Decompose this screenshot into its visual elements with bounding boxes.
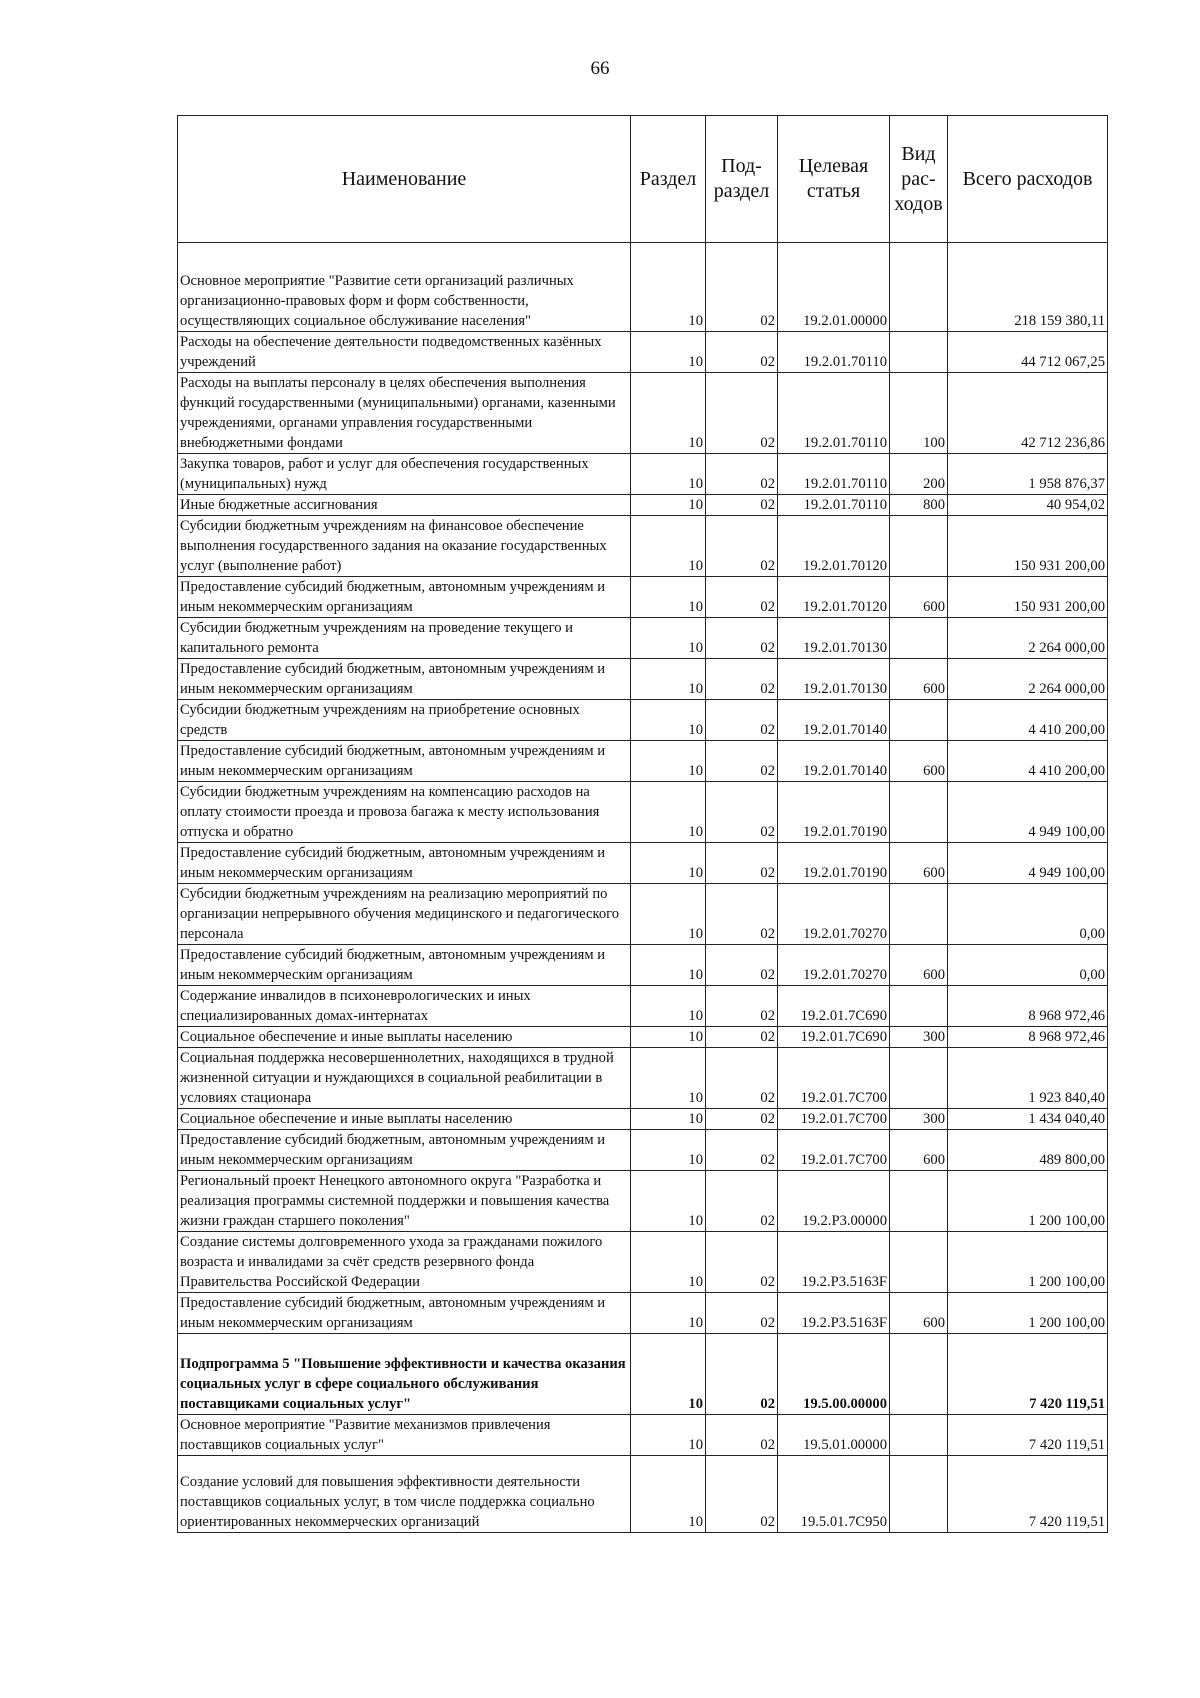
row-total: 1 434 040,40: [948, 1109, 1108, 1130]
table-row: [178, 986, 1108, 1027]
row-subsection: 02: [706, 1048, 778, 1109]
row-name: Субсидии бюджетным учреждениям на компенсацию расходов на оплату стоимости проезда и провоза багажа к месту использования отпуска и обратно: [178, 782, 631, 843]
row-expense-type: [890, 700, 948, 741]
row-total: 4 949 100,00: [948, 843, 1108, 884]
row-name: Подпрограмма 5 "Повышение эффективности и качества оказания социальных услуг в сфере социального обслуживания поставщиками социальных услуг": [178, 1334, 631, 1415]
row-total: 4 410 200,00: [948, 700, 1108, 741]
row-total: 7 420 119,51: [948, 1415, 1108, 1456]
table-row: [178, 516, 1108, 577]
table-row: [178, 618, 1108, 659]
row-total: 1 923 840,40: [948, 1048, 1108, 1109]
row-total: 8 968 972,46: [948, 986, 1108, 1027]
row-expense-type: 800: [890, 495, 948, 516]
row-subsection: 02: [706, 843, 778, 884]
table-row: [178, 1027, 1108, 1048]
row-section: 10: [631, 1048, 706, 1109]
row-name: Социальная поддержка несовершеннолетних, находящихся в трудной жизненной ситуации и нуждающихся в социальной реабилитации в условиях стационара: [178, 1048, 631, 1109]
row-total: 150 931 200,00: [948, 577, 1108, 618]
row-section: 10: [631, 741, 706, 782]
row-section: 10: [631, 1334, 706, 1415]
row-section: 10: [631, 1456, 706, 1533]
row-target: 19.2.01.70130: [778, 659, 890, 700]
row-total: 1 200 100,00: [948, 1232, 1108, 1293]
row-target: 19.2.01.7С690: [778, 986, 890, 1027]
row-expense-type: [890, 986, 948, 1027]
row-target: 19.5.01.00000: [778, 1415, 890, 1456]
row-section: 10: [631, 1109, 706, 1130]
row-target: 19.2.01.70190: [778, 843, 890, 884]
row-subsection: 02: [706, 741, 778, 782]
row-expense-type: 600: [890, 1130, 948, 1171]
row-total: 0,00: [948, 884, 1108, 945]
row-section: 10: [631, 945, 706, 986]
row-name: Предоставление субсидий бюджетным, автономным учреждениям и иным некоммерческим организациям: [178, 659, 631, 700]
row-section: 10: [631, 373, 706, 454]
row-expense-type: [890, 1456, 948, 1533]
row-name: Предоставление субсидий бюджетным, автономным учреждениям и иным некоммерческим организациям: [178, 1130, 631, 1171]
header-subsection: Под- раздел: [706, 116, 778, 243]
row-section: 10: [631, 1171, 706, 1232]
row-expense-type: [890, 782, 948, 843]
table-row: [178, 1048, 1108, 1109]
row-target: 19.2.01.7С690: [778, 1027, 890, 1048]
table-row: [178, 1293, 1108, 1334]
table-row: [178, 1171, 1108, 1232]
table-row: [178, 1130, 1108, 1171]
row-target: 19.2.01.70110: [778, 332, 890, 373]
row-subsection: 02: [706, 1027, 778, 1048]
table-row: [178, 700, 1108, 741]
row-section: 10: [631, 495, 706, 516]
budget-table: [177, 115, 1108, 1533]
row-target: 19.2.01.7С700: [778, 1048, 890, 1109]
row-expense-type: [890, 884, 948, 945]
row-total: 1 200 100,00: [948, 1293, 1108, 1334]
row-target: 19.5.01.7С950: [778, 1456, 890, 1533]
row-subsection: 02: [706, 516, 778, 577]
row-name: Основное мероприятие "Развитие сети организаций различных организационно-правовых форм и форм собственности, осуществляющих социальное обслуживание населения": [178, 243, 631, 332]
header-expense-type: Вид рас- ходов: [890, 116, 948, 243]
row-expense-type: [890, 1334, 948, 1415]
row-section: 10: [631, 1293, 706, 1334]
row-target: 19.2.01.70110: [778, 454, 890, 495]
row-total: 0,00: [948, 945, 1108, 986]
row-expense-type: [890, 243, 948, 332]
row-total: 218 159 380,11: [948, 243, 1108, 332]
row-name: Создание системы долговременного ухода за гражданами пожилого возраста и инвалидами за счёт средств резервного фонда Правительства Российской Федерации: [178, 1232, 631, 1293]
table-row: [178, 1109, 1108, 1130]
row-total: 1 200 100,00: [948, 1171, 1108, 1232]
row-name: Региональный проект Ненецкого автономного округа "Разработка и реализация программы системной поддержки и повышения качества жизни граждан старшего поколения": [178, 1171, 631, 1232]
row-target: 19.2.01.70270: [778, 945, 890, 986]
row-subsection: 02: [706, 986, 778, 1027]
table-header-row: [178, 116, 1108, 243]
row-subsection: 02: [706, 782, 778, 843]
row-total: 2 264 000,00: [948, 618, 1108, 659]
row-name: Иные бюджетные ассигнования: [178, 495, 631, 516]
header-name: Наименование: [178, 116, 631, 243]
row-section: 10: [631, 1027, 706, 1048]
row-name: Субсидии бюджетным учреждениям на приобретение основных средств: [178, 700, 631, 741]
table-row: [178, 1232, 1108, 1293]
table-row: [178, 454, 1108, 495]
row-target: 19.2.01.70130: [778, 618, 890, 659]
row-name: Предоставление субсидий бюджетным, автономным учреждениям и иным некоммерческим организациям: [178, 945, 631, 986]
row-name: Предоставление субсидий бюджетным, автономным учреждениям и иным некоммерческим организациям: [178, 1293, 631, 1334]
row-expense-type: 600: [890, 659, 948, 700]
row-name: Социальное обеспечение и иные выплаты населению: [178, 1027, 631, 1048]
row-section: 10: [631, 986, 706, 1027]
row-name: Субсидии бюджетным учреждениям на реализацию мероприятий по организации непрерывного обучения медицинского и педагогического персонала: [178, 884, 631, 945]
table-row: [178, 332, 1108, 373]
row-target: 19.2.01.70190: [778, 782, 890, 843]
row-name: Закупка товаров, работ и услуг для обеспечения государственных (муниципальных) нужд: [178, 454, 631, 495]
row-expense-type: 200: [890, 454, 948, 495]
row-name: Основное мероприятие "Развитие механизмов привлечения поставщиков социальных услуг": [178, 1415, 631, 1456]
row-target: 19.2.01.70110: [778, 373, 890, 454]
row-name: Расходы на обеспечение деятельности подведомственных казённых учреждений: [178, 332, 631, 373]
row-target: 19.2.01.7С700: [778, 1130, 890, 1171]
row-name: Социальное обеспечение и иные выплаты населению: [178, 1109, 631, 1130]
row-subsection: 02: [706, 945, 778, 986]
row-subsection: 02: [706, 884, 778, 945]
row-expense-type: [890, 516, 948, 577]
row-expense-type: [890, 1415, 948, 1456]
header-target: Целевая статья: [778, 116, 890, 243]
row-expense-type: 600: [890, 843, 948, 884]
table-row: [178, 1456, 1108, 1533]
table-row: [178, 243, 1108, 332]
row-expense-type: 300: [890, 1027, 948, 1048]
row-target: 19.2.01.70110: [778, 495, 890, 516]
row-subsection: 02: [706, 495, 778, 516]
row-section: 10: [631, 782, 706, 843]
row-subsection: 02: [706, 1232, 778, 1293]
row-subsection: 02: [706, 373, 778, 454]
table-row: [178, 945, 1108, 986]
row-name: Расходы на выплаты персоналу в целях обеспечения выполнения функций государственными (муниципальными) органами, казенными учреждениями, органами управления государственными внебюджетными фондами: [178, 373, 631, 454]
row-total: 8 968 972,46: [948, 1027, 1108, 1048]
row-subsection: 02: [706, 700, 778, 741]
table-row: [178, 741, 1108, 782]
row-expense-type: [890, 1048, 948, 1109]
row-expense-type: 300: [890, 1109, 948, 1130]
row-target: 19.2.Р3.5163F: [778, 1293, 890, 1334]
row-total: 150 931 200,00: [948, 516, 1108, 577]
row-expense-type: [890, 618, 948, 659]
row-subsection: 02: [706, 1171, 778, 1232]
row-section: 10: [631, 243, 706, 332]
row-name: Предоставление субсидий бюджетным, автономным учреждениям и иным некоммерческим организациям: [178, 577, 631, 618]
row-section: 10: [631, 516, 706, 577]
row-section: 10: [631, 618, 706, 659]
row-name: Содержание инвалидов в психоневрологических и иных специализированных домах-интернатах: [178, 986, 631, 1027]
row-target: 19.2.Р3.00000: [778, 1171, 890, 1232]
table-row: [178, 577, 1108, 618]
row-subsection: 02: [706, 577, 778, 618]
table-row: [178, 782, 1108, 843]
row-section: 10: [631, 1415, 706, 1456]
row-target: 19.2.01.70140: [778, 741, 890, 782]
table-row: [178, 1334, 1108, 1415]
row-total: 4 410 200,00: [948, 741, 1108, 782]
row-total: 7 420 119,51: [948, 1334, 1108, 1415]
row-target: 19.2.01.70120: [778, 516, 890, 577]
row-total: 489 800,00: [948, 1130, 1108, 1171]
row-target: 19.2.01.00000: [778, 243, 890, 332]
row-subsection: 02: [706, 1415, 778, 1456]
row-subsection: 02: [706, 1456, 778, 1533]
row-target: 19.2.01.7С700: [778, 1109, 890, 1130]
row-total: 7 420 119,51: [948, 1456, 1108, 1533]
row-total: 1 958 876,37: [948, 454, 1108, 495]
row-subsection: 02: [706, 1109, 778, 1130]
row-expense-type: [890, 332, 948, 373]
row-subsection: 02: [706, 243, 778, 332]
row-subsection: 02: [706, 618, 778, 659]
row-name: Предоставление субсидий бюджетным, автономным учреждениям и иным некоммерческим организациям: [178, 741, 631, 782]
row-subsection: 02: [706, 1130, 778, 1171]
table-row: [178, 373, 1108, 454]
row-target: 19.2.01.70140: [778, 700, 890, 741]
row-section: 10: [631, 577, 706, 618]
row-target: 19.2.Р3.5163F: [778, 1232, 890, 1293]
row-subsection: 02: [706, 1293, 778, 1334]
row-subsection: 02: [706, 332, 778, 373]
row-total: 40 954,02: [948, 495, 1108, 516]
table-row: [178, 843, 1108, 884]
table-row: [178, 884, 1108, 945]
row-section: 10: [631, 1232, 706, 1293]
row-expense-type: [890, 1171, 948, 1232]
row-section: 10: [631, 884, 706, 945]
row-subsection: 02: [706, 454, 778, 495]
row-name: Субсидии бюджетным учреждениям на финансовое обеспечение выполнения государственного задания на оказание государственных услуг (выполнение работ): [178, 516, 631, 577]
row-subsection: 02: [706, 659, 778, 700]
row-section: 10: [631, 332, 706, 373]
header-total: Всего расходов: [948, 116, 1108, 243]
table-row: [178, 1415, 1108, 1456]
row-expense-type: 600: [890, 945, 948, 986]
row-expense-type: 600: [890, 1293, 948, 1334]
table-row: [178, 659, 1108, 700]
row-total: 44 712 067,25: [948, 332, 1108, 373]
row-name: Субсидии бюджетным учреждениям на проведение текущего и капитального ремонта: [178, 618, 631, 659]
header-section: Раздел: [631, 116, 706, 243]
row-target: 19.5.00.00000: [778, 1334, 890, 1415]
row-total: 4 949 100,00: [948, 782, 1108, 843]
table-row: [178, 495, 1108, 516]
row-subsection: 02: [706, 1334, 778, 1415]
row-name: Создание условий для повышения эффективности деятельности поставщиков социальных услуг, в том числе поддержка социально ориентированных некоммерческих организаций: [178, 1456, 631, 1533]
row-target: 19.2.01.70270: [778, 884, 890, 945]
row-total: 42 712 236,86: [948, 373, 1108, 454]
row-section: 10: [631, 454, 706, 495]
row-section: 10: [631, 843, 706, 884]
row-name: Предоставление субсидий бюджетным, автономным учреждениям и иным некоммерческим организациям: [178, 843, 631, 884]
row-expense-type: [890, 1232, 948, 1293]
row-section: 10: [631, 1130, 706, 1171]
row-expense-type: 600: [890, 741, 948, 782]
row-expense-type: 600: [890, 577, 948, 618]
row-section: 10: [631, 659, 706, 700]
row-expense-type: 100: [890, 373, 948, 454]
row-section: 10: [631, 700, 706, 741]
row-total: 2 264 000,00: [948, 659, 1108, 700]
row-target: 19.2.01.70120: [778, 577, 890, 618]
page-number: 66: [590, 58, 610, 79]
